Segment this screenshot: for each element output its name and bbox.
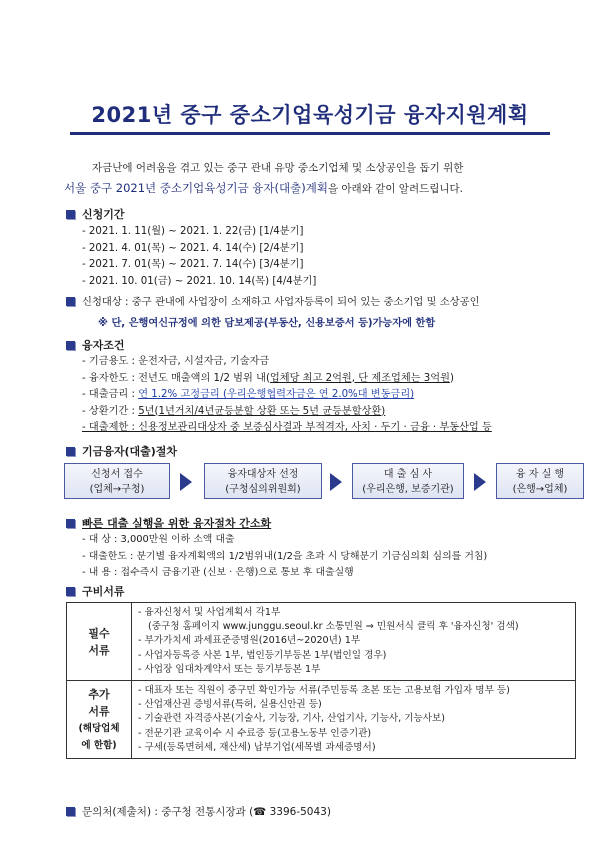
square-bullet-icon bbox=[66, 519, 75, 528]
arrow-right-icon bbox=[474, 473, 486, 491]
square-bullet-icon bbox=[66, 341, 75, 350]
process-flow bbox=[64, 463, 584, 503]
arrow-right-icon bbox=[180, 473, 192, 491]
loan-terms-heading: 융자조건 bbox=[66, 337, 125, 355]
period-line: - 2021. 7. 01(목) ~ 2021. 7. 14(수) [3/4분기] bbox=[82, 259, 304, 270]
contact: 문의처(제출처) : 중구청 전통시장과 (☎ 3396-5043) bbox=[66, 804, 331, 819]
documents-table bbox=[66, 602, 576, 759]
loan-restriction: - 대출제한 : 신용정보관리대상자 중 보증심사결과 부적격자, 사치 · 두기 · 금융 · 부동산업 등 bbox=[82, 422, 492, 433]
process-step-3: 대 출 심 사 (우리은행, 보증기관) bbox=[352, 463, 464, 499]
table-row bbox=[67, 603, 576, 681]
loan-purpose: - 기금용도 : 운전자금, 시설자금, 기술자금 bbox=[82, 356, 270, 367]
list-item: (중구청 홈페이지 www.junggu.seoul.kr 소통민원 ⇒ 민원서식 클릭 후 '융자신청' 검색) bbox=[148, 621, 519, 633]
application-period-list bbox=[82, 224, 316, 290]
eligibility: 신청대상 : 중구 관내에 사업장이 소재하고 사업자등록이 되어 있는 중소기업 및 소상공인 bbox=[66, 293, 480, 311]
arrow-right-icon bbox=[330, 473, 342, 491]
loan-rate: - 대출금리 : 연 1.2% 고정금리 (우리은행협력자금은 연 2.0%대 변동금리) bbox=[82, 389, 415, 400]
list-item: - 기술관련 자격증사본(기술사, 기능장, 기사, 산업기사, 기능사, 기능사보) bbox=[138, 713, 446, 725]
loan-repayment: - 상환기간 : 5년(1년거치/4년균등분할 상환 또는 5년 균등분할상환) bbox=[82, 405, 386, 417]
process-step-2: 융자대상자 선정 (구청심의위원회) bbox=[204, 463, 322, 499]
process-step-1: 신청서 접수 (업체→구청) bbox=[64, 463, 170, 499]
loan-terms-list bbox=[82, 354, 492, 437]
intro-highlight: 서울 중구 2021년 중소기업육성기금 융자(대출)계획 bbox=[64, 181, 328, 195]
process-heading: 기금융자(대출)절차 bbox=[66, 443, 177, 461]
intro bbox=[64, 158, 584, 199]
page-title: 2021년 중구 중소기업육성기금 융자지원계획 bbox=[91, 103, 529, 127]
title-underline bbox=[70, 132, 550, 135]
table-row bbox=[67, 681, 576, 759]
list-item: - 전문기관 교육이수 시 수료증 등(고용노동부 인증기관) bbox=[138, 727, 372, 739]
list-item: - 사업자등록증 사본 1부, 법인등기부등본 1부(법인일 경우) bbox=[138, 649, 387, 661]
square-bullet-icon bbox=[66, 447, 75, 456]
list-item: - 산업재산권 증빙서류(특허, 실용신안권 등) bbox=[138, 699, 322, 711]
required-items bbox=[132, 603, 576, 681]
list-item: - 구세(등록면허세, 재산세) 납부기업(세목별 과세증명서) bbox=[138, 741, 376, 753]
square-bullet-icon bbox=[66, 807, 75, 816]
loan-limit: - 융자한도 : 전년도 매출액의 1/2 범위 내(업체당 최고 2억원, 단 제조업체는 3억원) bbox=[82, 372, 454, 384]
required-label: 필수 서류 bbox=[67, 603, 132, 681]
title-block bbox=[70, 100, 550, 135]
eligibility-note: ※ 단, 은행여신규정에 의한 담보제공(부동산, 신용보증서 등)가능자에 한함 bbox=[98, 318, 436, 329]
square-bullet-icon bbox=[66, 587, 75, 596]
application-period-heading: 신청기간 bbox=[66, 206, 125, 224]
additional-label: 추가 서류 (해당업체 에 한함) bbox=[67, 681, 132, 759]
square-bullet-icon bbox=[66, 297, 75, 306]
process-step-4: 융 자 실 행 (은행→업체) bbox=[496, 463, 584, 499]
list-item: - 부가가치세 과세표준증명원(2016년~2020년) 1부 bbox=[138, 635, 361, 647]
intro-line-2 bbox=[64, 178, 584, 199]
additional-items bbox=[132, 681, 576, 759]
list-item: - 사업장 임대차계약서 또는 등기부등본 1부 bbox=[138, 663, 321, 675]
quick-loan-line: - 내 용 : 접수즉시 금융기관 (신보 · 은행)으로 통보 후 대출실행 bbox=[82, 567, 354, 578]
list-item: - 대표자 또는 직원이 중구민 확인가능 서류(주민등록 초본 또는 고용보험 가입자 명부 등) bbox=[138, 685, 510, 697]
quick-loan-line: - 대출한도 : 분기별 융자계획액의 1/2범위내(1/2을 초과 시 당해분기 기금심의회 심의를 거침) bbox=[82, 550, 488, 562]
period-line: - 2021. 1. 11(월) ~ 2021. 1. 22(금) [1/4분기] bbox=[82, 226, 304, 237]
list-item: - 융자신청서 및 사업계획서 각1부 bbox=[138, 607, 281, 618]
intro-line-1: 자금난에 어려움을 겪고 있는 중구 관내 유망 중소기업체 및 소상공인을 돕기 위한 bbox=[92, 162, 464, 174]
documents-heading: 구비서류 bbox=[66, 583, 125, 601]
quick-loan-line: - 대 상 : 3,000만원 이하 소액 대출 bbox=[82, 534, 235, 545]
period-line: - 2021. 10. 01(금) ~ 2021. 10. 14(목) [4/4분기] bbox=[82, 275, 317, 287]
quick-loan-heading: 빠른 대출 실행을 위한 융자절차 간소화 bbox=[66, 515, 271, 533]
square-bullet-icon bbox=[66, 210, 75, 219]
quick-loan-list bbox=[82, 532, 487, 582]
period-line: - 2021. 4. 01(목) ~ 2021. 4. 14(수) [2/4분기] bbox=[82, 242, 304, 254]
intro-rest: 을 아래와 같이 알려드립니다. bbox=[327, 183, 464, 195]
